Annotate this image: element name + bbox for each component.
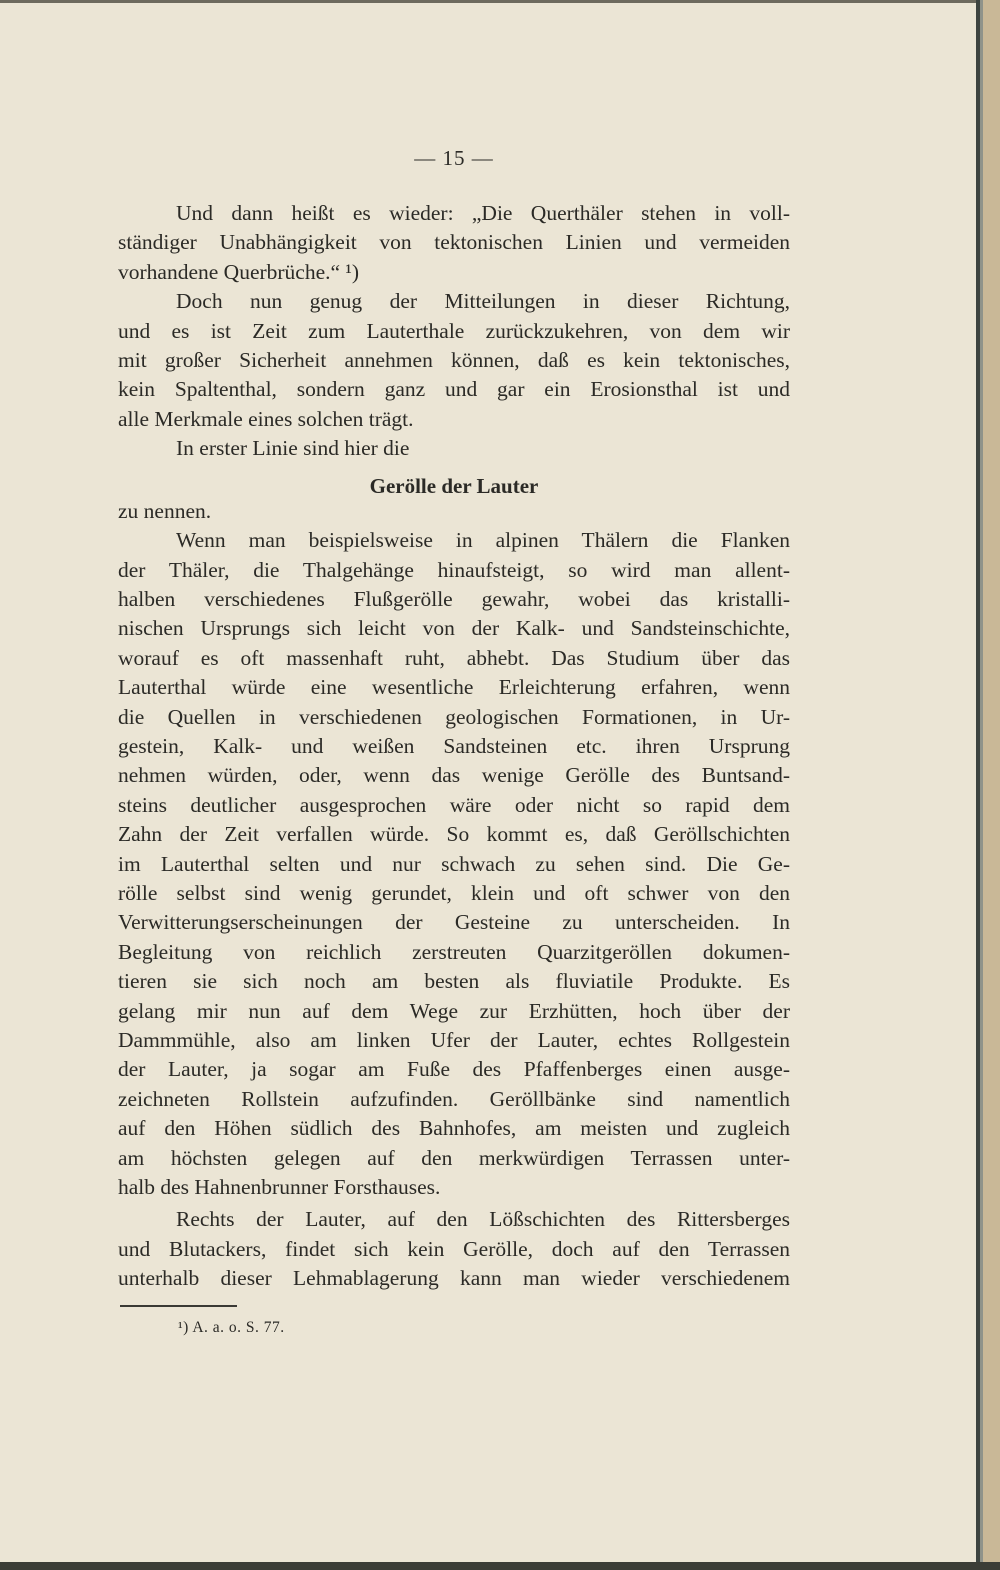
text-line: Doch nun genug der Mitteilungen in dieser Richtung,	[176, 289, 790, 314]
text-line: und Blutackers, findet sich kein Gerölle, doch auf den Terrassen	[118, 1236, 790, 1261]
text-line: tieren sie sich noch am besten als fluviatile Produkte. Es	[118, 969, 790, 994]
page-bottom-edge	[0, 1562, 1000, 1570]
text-line: In erster Linie sind hier die	[176, 436, 410, 461]
paragraph	[118, 199, 790, 287]
text-line: rölle selbst sind wenig gerundet, klein und oft schwer von den	[118, 881, 790, 905]
text-line: gestein, Kalk- und weißen Sandsteinen etc. ihren Ursprung	[118, 734, 790, 759]
text-line: zu nennen.	[118, 498, 212, 523]
text-line: und es ist Zeit zum Lauterthale zurückzukehren, von dem wir	[118, 318, 790, 343]
text-line: mit großer Sicherheit annehmen können, daß es kein tektonisches,	[118, 347, 790, 372]
text-line: worauf es oft massenhaft ruht, abhebt. Das Studium über das	[118, 645, 790, 670]
paragraph	[118, 434, 790, 463]
page-number: — 15 —	[414, 146, 494, 170]
footnote-separator	[120, 1305, 237, 1307]
text-line: Zahn der Zeit verfallen würde. So kommt es, daß Geröllschichten	[118, 822, 790, 847]
text-line: Verwitterungserscheinungen der Gesteine zu unterscheiden. In	[118, 910, 790, 935]
paragraph	[118, 287, 790, 434]
paragraph	[118, 1202, 790, 1293]
text-line: unterhalb dieser Lehmablagerung kann man wieder verschiedenem	[118, 1266, 790, 1291]
text-line: nehmen würden, oder, wenn das wenige Gerölle des Buntsand-	[118, 763, 790, 788]
text-line: zeichneten Rollstein aufzufinden. Geröllbänke sind namentlich	[118, 1086, 790, 1111]
text-line: Begleitung von reichlich zerstreuten Quarzitgeröllen dokumen-	[118, 939, 790, 964]
text-line: Und dann heißt es wieder: „Die Querthäler stehen in voll-	[176, 201, 790, 225]
paragraph	[118, 526, 790, 1202]
text-line: im Lauterthal selten und nur schwach zu sehen sind. Die Ge-	[118, 851, 790, 876]
text-line: kein Spaltenthal, sondern ganz und gar ein Erosionsthal ist und	[118, 377, 790, 402]
text-line: der Lauter, ja sogar am Fuße des Pfaffenberges einen ausge-	[118, 1057, 790, 1082]
text-line: gelang mir nun auf dem Wege zur Erzhütten, hoch über der	[118, 998, 790, 1023]
text-line: vorhandene Querbrüche.“ ¹)	[118, 259, 360, 284]
section-heading: Gerölle der Lauter	[369, 473, 539, 498]
text-line: halben verschiedenes Flußgerölle gewahr, wobei das kristalli-	[118, 587, 790, 612]
text-line: steins deutlicher ausgesprochen wäre oder nicht so rapid dem	[118, 792, 790, 817]
text-line: nischen Ursprungs sich leicht von der Kalk- und Sandsteinschichte,	[118, 616, 790, 641]
text-line: Lauterthal würde eine wesentliche Erleichterung erfahren, wenn	[118, 675, 790, 700]
text-line: Dammmühle, also am linken Ufer der Lauter, echtes Rollgestein	[118, 1027, 790, 1052]
text-line: halb des Hahnenbrunner Forsthauses.	[118, 1174, 441, 1199]
text-line: die Quellen in verschiedenen geologischen Formationen, in Ur-	[118, 704, 790, 729]
paragraph-continuation	[118, 497, 790, 526]
text-line: der Thäler, die Thalgehänge hinaufsteigt, so wird man allent-	[118, 557, 790, 582]
book-cover-strip	[983, 0, 1000, 1570]
page-top-edge	[0, 0, 980, 3]
text-line: alle Merkmale eines solchen trägt.	[118, 406, 414, 431]
text-line: am höchsten gelegen auf den merkwürdigen Terrassen unter-	[118, 1145, 790, 1170]
text-line: ständiger Unabhängigkeit von tektonischen Linien und vermeiden	[118, 230, 790, 255]
text-line: Rechts der Lauter, auf den Lößschichten des Rittersberges	[176, 1207, 790, 1232]
body-text	[118, 199, 790, 1293]
text-line: Wenn man beispielsweise in alpinen Thälern die Flanken	[176, 528, 790, 553]
text-line: auf den Höhen südlich des Bahnhofes, am meisten und zugleich	[118, 1116, 790, 1141]
footnote: ¹) A. a. o. S. 77.	[178, 1319, 285, 1336]
